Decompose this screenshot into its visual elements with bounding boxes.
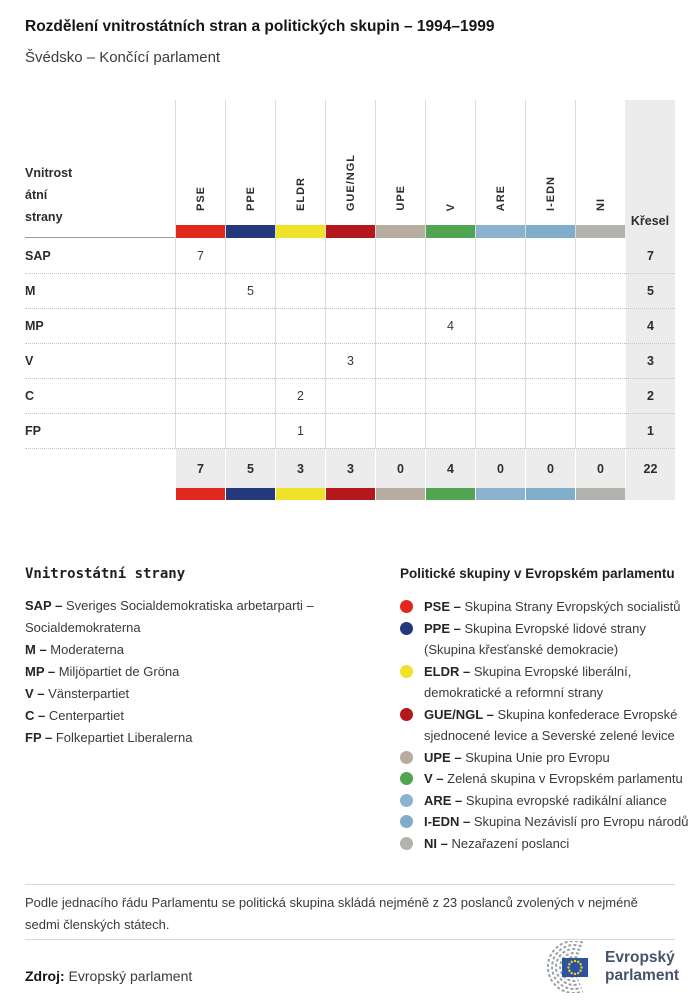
party-legend-item-c [25, 705, 390, 727]
group-code: GUE/NGL – [424, 706, 498, 722]
col-header-are [475, 100, 525, 238]
col-header-pse [175, 100, 225, 238]
group-legend-text-upe [424, 747, 696, 769]
bottom-bar-are [475, 488, 525, 500]
col-header-ni [575, 100, 625, 238]
group-code: NI – [424, 835, 452, 851]
col-label-ni: NI [594, 198, 607, 211]
group-color-dot-upe [400, 751, 413, 764]
cell-v-ppe [225, 343, 275, 378]
cell-mp-pse [175, 308, 225, 343]
bottom-bar-ni [575, 488, 625, 500]
group-legend-item-ni [400, 833, 700, 855]
total-gue-ngl: 3 [325, 448, 375, 488]
group-color-dot-ppe [400, 622, 413, 635]
row-label-sap: SAP [25, 248, 51, 263]
row-total-sap: 7 [625, 238, 675, 273]
total-pse: 7 [175, 448, 225, 488]
party-code: V – [25, 686, 49, 701]
group-color-dot-v [400, 772, 413, 785]
party-legend-item-v [25, 683, 390, 705]
grand-total: 22 [625, 448, 675, 488]
group-legend-item-eldr [400, 661, 700, 704]
national-parties-legend [25, 566, 390, 749]
col-label-ppe: PPE [244, 185, 257, 211]
row-label-c: C [25, 378, 175, 413]
logo-wordmark [605, 949, 679, 985]
party-name: Folkepartiet Liberalerna [55, 730, 193, 745]
bottom-bar-upe [375, 488, 425, 500]
group-legend-item-gue-ngl [400, 704, 700, 747]
party-legend-item-fp [25, 727, 390, 749]
group-color-dot-eldr [400, 665, 413, 678]
cell-c-gue-ngl [325, 378, 375, 413]
col-header-v [425, 100, 475, 238]
cell-m-ppe: 5 [225, 273, 275, 308]
col-color-bar-ppe [226, 225, 275, 238]
cell-sap-eldr [275, 238, 325, 273]
group-name: Skupina konfederace Evropské sjednocené levice a Severské zelené levice [424, 706, 678, 743]
party-code: FP – [25, 730, 56, 745]
col-label-pse: PSE [194, 185, 207, 211]
group-color-dot-are [400, 794, 413, 807]
party-name: Sveriges Socialdemokratiska arbetarparti – Socialdemokraterna [25, 598, 314, 635]
total-ppe: 5 [225, 448, 275, 488]
group-name: Zelená skupina v Evropském parlamentu [447, 771, 683, 786]
cell-mp-ni [575, 308, 625, 343]
row-header-line: Vnitrost [25, 166, 73, 180]
source-label: Zdroj: [25, 968, 65, 984]
col-label-gue-ngl: GUE/NGL [344, 153, 357, 211]
cell-c-pse [175, 378, 225, 413]
footnote-text: Podle jednacího řádu Parlamentu se politická skupina skládá nejméně z 23 poslanců zvolených v nejméně sedmi členských státech. [25, 895, 638, 932]
political-groups-legend [400, 566, 700, 854]
group-legend-item-pse [400, 596, 700, 618]
col-label-i-edn: I-EDN [544, 176, 557, 211]
party-code: SAP – [25, 598, 66, 613]
cell-mp-gue-ngl [325, 308, 375, 343]
col-label-upe: UPE [394, 185, 407, 211]
col-header-upe [375, 100, 425, 238]
bottom-bar-i-edn [525, 488, 575, 500]
group-color-dot-ni [400, 837, 413, 850]
group-legend-text-eldr [424, 661, 696, 704]
group-code: PSE – [424, 599, 465, 614]
total-i-edn: 0 [525, 448, 575, 488]
cell-m-v [425, 273, 475, 308]
group-code: ARE – [424, 792, 466, 808]
total-v: 4 [425, 448, 475, 488]
group-code: PPE – [424, 620, 465, 636]
cell-m-are [475, 273, 525, 308]
row-label-fp: FP [25, 413, 175, 448]
group-code: V – [424, 771, 448, 786]
cell-sap-i-edn [525, 238, 575, 273]
col-color-bar-gue-ngl [326, 225, 375, 238]
cell-m-pse [175, 273, 225, 308]
row-total-m: 5 [625, 273, 675, 308]
source-value: Evropský parlament [68, 968, 193, 984]
cell-sap-pse: 7 [175, 238, 225, 273]
cell-m-eldr [275, 273, 325, 308]
source-line [25, 968, 192, 984]
party-name: Vänsterpartiet [48, 686, 130, 701]
col-color-bar-ni [576, 225, 625, 238]
cell-v-pse [175, 343, 225, 378]
group-code: UPE – [424, 749, 466, 765]
col-label-eldr: ELDR [294, 177, 307, 211]
col-header-i-edn [525, 100, 575, 238]
cell-fp-eldr: 1 [275, 413, 325, 448]
group-legend-item-are [400, 790, 700, 812]
row-header-line: strany [25, 210, 63, 224]
seat-distribution-table [25, 100, 675, 500]
cell-c-ppe [225, 378, 275, 413]
bottom-bar-eldr [275, 488, 325, 500]
cell-c-eldr: 2 [275, 378, 325, 413]
bottom-bar-gue-ngl [325, 488, 375, 500]
row-label-v: V [25, 343, 175, 378]
hemicycle-icon [534, 941, 598, 993]
col-color-bar-pse [176, 225, 225, 238]
cell-sap-gue-ngl [325, 238, 375, 273]
cell-v-eldr [275, 343, 325, 378]
col-label-v: V [444, 202, 457, 211]
cell-v-are [475, 343, 525, 378]
bottom-bar-ppe [225, 488, 275, 500]
group-code: I-EDN – [424, 814, 474, 829]
party-name: Centerpartiet [48, 708, 124, 723]
row-label-m: M [25, 273, 175, 308]
cell-mp-are [475, 308, 525, 343]
party-code: M – [25, 642, 51, 657]
cell-m-gue-ngl [325, 273, 375, 308]
bottom-bar-spacer [25, 488, 175, 500]
col-color-bar-v [426, 225, 475, 238]
national-parties-legend-heading: Vnitrostátní strany [25, 566, 186, 582]
cell-fp-are [475, 413, 525, 448]
bottom-bar-v [425, 488, 475, 500]
group-name: Skupina Strany Evropských socialistů [464, 599, 681, 614]
row-header-label [25, 100, 175, 238]
cell-c-v [425, 378, 475, 413]
total-upe: 0 [375, 448, 425, 488]
party-code: C – [25, 708, 49, 723]
group-legend-item-upe [400, 747, 700, 769]
cell-mp-upe [375, 308, 425, 343]
group-name: Nezařazení poslanci [451, 835, 570, 851]
cell-m-upe [375, 273, 425, 308]
totals-row-spacer [25, 448, 175, 488]
group-color-dot-gue-ngl [400, 708, 413, 721]
cell-v-v [425, 343, 475, 378]
cell-v-gue-ngl: 3 [325, 343, 375, 378]
party-name: Moderaterna [50, 642, 125, 657]
cell-m-i-edn [525, 273, 575, 308]
group-color-dot-pse [400, 600, 413, 613]
group-legend-text-ppe [424, 618, 696, 661]
logo-line1: Evropský [605, 949, 675, 966]
group-name: Skupina evropské radikální aliance [465, 792, 667, 808]
political-groups-legend-heading: Politické skupiny v Evropském parlamentu [400, 566, 675, 581]
group-name: Skupina Nezávislí pro Evropu národů [473, 814, 689, 829]
col-header-ppe [225, 100, 275, 238]
col-header-gue-ngl [325, 100, 375, 238]
cell-sap-are [475, 238, 525, 273]
party-legend-item-sap [25, 595, 390, 639]
total-eldr: 3 [275, 448, 325, 488]
group-legend-text-gue-ngl [424, 704, 696, 747]
row-header-line: átní [25, 188, 48, 202]
row-total-v: 3 [625, 343, 675, 378]
cell-fp-ppe [225, 413, 275, 448]
group-legend-item-i-edn [400, 811, 700, 833]
row-label-mp: MP [25, 308, 175, 343]
group-legend-text-v [424, 768, 696, 790]
bottom-bar-pse [175, 488, 225, 500]
cell-mp-ppe [225, 308, 275, 343]
cell-sap-ni [575, 238, 625, 273]
group-color-dot-i-edn [400, 815, 413, 828]
col-color-bar-upe [376, 225, 425, 238]
cell-m-ni [575, 273, 625, 308]
cell-fp-upe [375, 413, 425, 448]
cell-sap-ppe [225, 238, 275, 273]
group-legend-text-are [424, 790, 696, 812]
cell-fp-gue-ngl [325, 413, 375, 448]
cell-c-ni [575, 378, 625, 413]
party-name: Miljöpartiet de Gröna [58, 664, 180, 679]
group-name: Skupina Unie pro Evropu [465, 749, 610, 765]
cell-v-upe [375, 343, 425, 378]
group-code: ELDR – [424, 663, 474, 679]
col-color-bar-eldr [276, 225, 325, 238]
group-legend-item-ppe [400, 618, 700, 661]
cell-c-are [475, 378, 525, 413]
row-total-fp: 1 [625, 413, 675, 448]
page-title: Rozdělení vnitrostátních stran a politických skupin – 1994–1999 [25, 18, 495, 35]
divider-top [25, 884, 675, 885]
cell-fp-v [425, 413, 475, 448]
total-are: 0 [475, 448, 525, 488]
col-color-bar-i-edn [526, 225, 575, 238]
national-parties-legend-items [25, 595, 390, 749]
group-name: Skupina Evropské liberální, demokratické a reformní strany [424, 663, 632, 700]
eu-flag-icon [562, 958, 588, 977]
group-legend-item-v [400, 768, 700, 790]
divider-bottom [25, 939, 675, 940]
col-header-seats: Křesel [625, 100, 675, 238]
cell-mp-i-edn [525, 308, 575, 343]
cell-v-i-edn [525, 343, 575, 378]
group-name: Skupina Evropské lidové strany (Skupina křesťanské demokracie) [424, 620, 646, 657]
group-legend-text-ni [424, 833, 696, 855]
cell-mp-eldr [275, 308, 325, 343]
party-legend-item-m [25, 639, 390, 661]
page-subtitle: Švédsko – Končící parlament [25, 49, 221, 66]
cell-sap-v [425, 238, 475, 273]
group-legend-text-pse [424, 596, 696, 618]
group-legend-text-i-edn [424, 811, 696, 833]
logo-line2: parlament [605, 967, 680, 984]
total-ni: 0 [575, 448, 625, 488]
cell-mp-v: 4 [425, 308, 475, 343]
cell-c-i-edn [525, 378, 575, 413]
bottom-bar-seats [625, 488, 675, 500]
cell-c-upe [375, 378, 425, 413]
political-groups-legend-items [400, 596, 700, 854]
row-total-c: 2 [625, 378, 675, 413]
col-header-eldr [275, 100, 325, 238]
party-legend-item-mp [25, 661, 390, 683]
col-label-are: ARE [494, 184, 507, 211]
eu-parliament-logo [534, 941, 679, 993]
cell-fp-ni [575, 413, 625, 448]
party-code: MP – [25, 664, 59, 679]
cell-fp-pse [175, 413, 225, 448]
cell-v-ni [575, 343, 625, 378]
row-total-mp: 4 [625, 308, 675, 343]
cell-fp-i-edn [525, 413, 575, 448]
col-color-bar-are [476, 225, 525, 238]
cell-sap-upe [375, 238, 425, 273]
